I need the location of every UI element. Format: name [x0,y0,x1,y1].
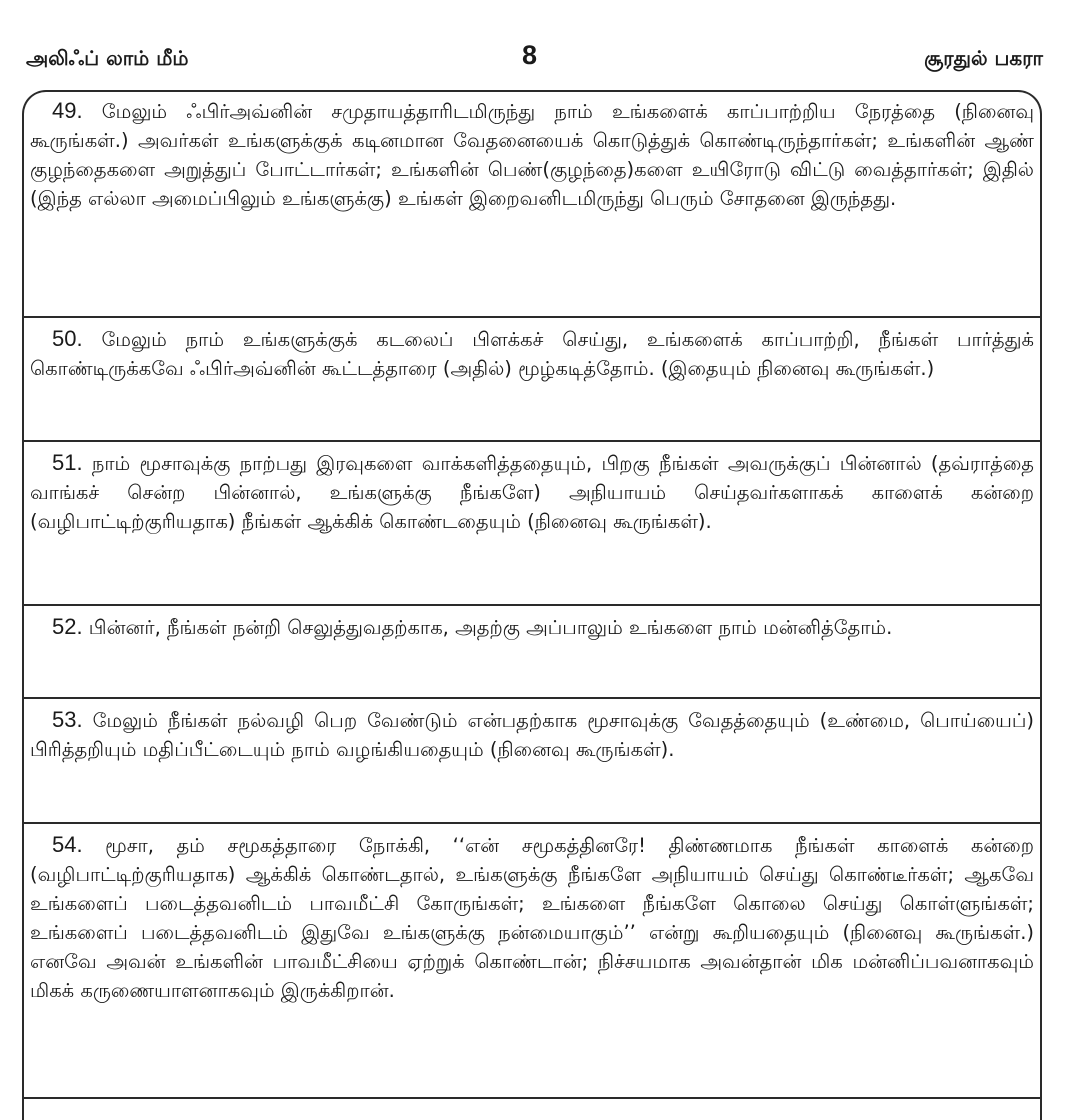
verse-divider [24,316,1040,318]
verse-number: 53. [52,707,83,732]
verse-number: 54. [52,832,83,857]
page-header [0,40,1065,80]
header-left-title: அலிஃப் லாம் மீம் [26,46,189,70]
verse-divider [24,440,1040,442]
verse-49 [24,96,1040,213]
verse-divider [24,822,1040,824]
verse-text: நாம் மூசாவுக்கு நாற்பது இரவுகளை வாக்களித்ததையும், பிறகு நீங்கள் அவருக்குப் பின்னால் (தவ்ராத்தை வாங்கச் சென்ற பின்னால், உங்களுக்கு நீங்களே) அநியாயம் செய்தவர்களாகக் காளைக் கன்றை (வழிபாட்டிற்குரியதாக) நீங்கள் ஆக்கிக் கொண்டதையும் (நினைவு கூருங்கள்). [30,452,1035,533]
verse-text: மூசா, தம் சமூகத்தாரை நோக்கி, ‘‘என் சமூகத்தினரே! திண்ணமாக நீங்கள் காளைக் கன்றை (வழிபாட்டிற்குரியதாக) ஆக்கிக் கொண்டதால், உங்களுக்கு நீங்களே அநியாயம் செய்து கொண்டீர்கள்; ஆகவே உங்களைப் படைத்தவனிடம் பாவமீட்சி கோருங்கள்; உங்களை நீங்களே கொலை செய்து கொள்ளுங்கள்; உங்களைப் படைத்தவனிடம் இதுவே உங்களுக்கு நன்மையாகும்’’ என்று கூறியதையும் (நினைவு கூருங்கள்.) எனவே அவன் உங்களின் பாவமீட்சியை ஏற்றுக் கொண்டான்; நிச்சயமாக அவன்தான் மிக மன்னிப்பவனாகவும் மிகக் கருணையாளனாகவும் இருக்கிறான். [30,834,1034,1002]
verse-text: மேலும் ஃபிர்அவ்னின் சமுதாயத்தாரிடமிருந்து நாம் உங்களைக் காப்பாற்றிய நேரத்தை (நினைவு கூருங்கள்.) அவர்கள் உங்களுக்குக் கடினமான வேதனையைக் கொடுத்துக் கொண்டிருந்தார்கள்; உங்களின் ஆண் குழந்தைகளை அறுத்துப் போட்டார்கள்; உங்களின் பெண்(குழந்தை)களை உயிரோடு விட்டு வைத்தார்கள்; இதில் (இந்த எல்லா அமைப்பிலும் உங்களுக்கு) உங்கள் இறைவனிடமிருந்து பெரும் சோதனை இருந்தது. [30,100,1034,210]
verse-divider [24,604,1040,606]
verse-50 [24,324,1040,383]
verse-number: 51. [52,450,83,475]
verse-divider [24,697,1040,699]
verse-number: 52. [52,614,83,639]
verse-52 [24,612,1040,642]
verse-51 [24,448,1040,536]
verse-text: மேலும் நாம் உங்களுக்குக் கடலைப் பிளக்கச் செய்து, உங்களைக் காப்பாற்றி, நீங்கள் பார்த்துக் கொண்டிருக்கவே ஃபிர்அவ்னின் கூட்டத்தாரை (அதில்) மூழ்கடித்தோம். (இதையும் நினைவு கூருங்கள்.) [30,328,1034,380]
verse-divider [24,1097,1040,1099]
verse-text: பின்னர், நீங்கள் நன்றி செலுத்துவதற்காக, அதற்கு அப்பாலும் உங்களை நாம் மன்னித்தோம். [88,616,893,639]
verses-frame [22,90,1042,1120]
verse-number: 50. [52,326,83,351]
verse-number: 49. [52,98,83,123]
verse-text: மேலும் நீங்கள் நல்வழி பெற வேண்டும் என்பதற்காக மூசாவுக்கு வேதத்தையும் (உண்மை, பொய்யைப்) பிரித்தறியும் மதிப்பீட்டையும் நாம் வழங்கியதையும் (நினைவு கூருங்கள்). [30,709,1035,761]
header-right-title: சூரதுல் பகரா [924,46,1043,70]
verse-54 [24,830,1040,1005]
page-number: 8 [522,40,538,70]
verse-53 [24,705,1040,764]
